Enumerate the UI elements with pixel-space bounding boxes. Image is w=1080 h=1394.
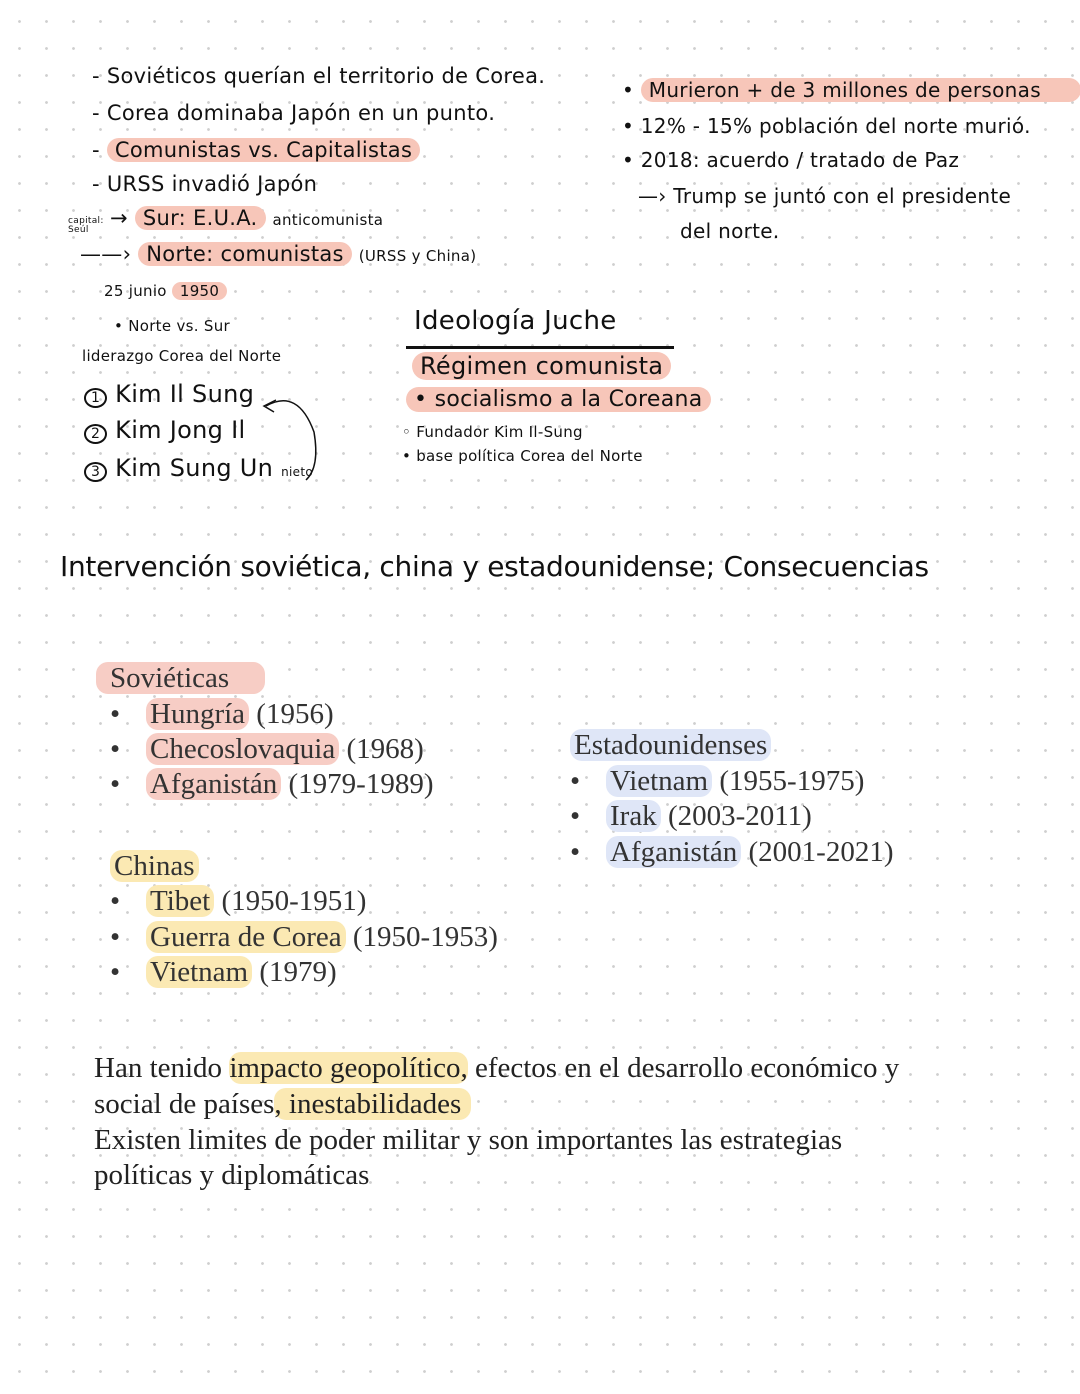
note-line: - URSS invadió Japón — [92, 172, 318, 196]
bullet: • — [570, 800, 581, 832]
bullet: • — [110, 885, 121, 917]
item-years: (1955-1975) — [719, 765, 865, 797]
sur-note: anticomunista — [272, 211, 384, 229]
sovieticas-title — [96, 662, 265, 695]
highlighted-text: Murieron + de 3 millones de personas — [641, 78, 1080, 102]
title-text: Estadounidenses — [570, 729, 771, 761]
item-name: Checoslovaquia — [146, 733, 339, 765]
note-text: Trump se juntó con el presidente — [673, 184, 1012, 208]
bullet: • — [110, 768, 121, 800]
item-name: Afganistán — [606, 836, 741, 868]
norte-vs-sur: • Norte vs. Sur — [114, 317, 230, 335]
note-line: - Corea dominaba Japón en un punto. — [92, 101, 496, 125]
estadounidenses-title — [570, 729, 771, 762]
item-years: (1979) — [259, 956, 337, 988]
item-name: Afganistán — [146, 768, 281, 800]
item-name: Irak — [606, 800, 661, 832]
juche-point: ◦ Fundador Kim Il-Sung — [402, 423, 583, 441]
note-line: - Soviéticos querían el territorio de Corea. — [92, 64, 546, 88]
point-text: Fundador Kim Il-Sung — [416, 423, 583, 441]
norte-line: ——› Norte: comunistas (URSS y China) — [80, 242, 477, 266]
item-name: Hungría — [146, 698, 249, 730]
item-years: (1950-1951) — [221, 885, 367, 917]
leader-item — [84, 380, 254, 408]
curved-arrow-icon — [258, 392, 328, 487]
list-item — [570, 765, 864, 798]
highlighted-text: impacto geopolítico, — [229, 1052, 468, 1084]
title-text: Soviéticas — [96, 662, 265, 694]
number-circle-icon: 3 — [84, 462, 107, 482]
leadership-title: liderazgo Corea del Norte — [82, 347, 282, 365]
regime-text: Régimen comunista — [412, 352, 671, 380]
juche-socialism — [406, 387, 711, 412]
leader-name: Kim Il Sung — [115, 380, 255, 408]
note-line: del norte. — [680, 219, 780, 243]
item-years: (1950-1953) — [352, 921, 498, 953]
sur-label: Sur: E.U.A. — [135, 206, 266, 230]
note-line: • 2018: acuerdo / tratado de Paz — [622, 148, 960, 172]
note-line: • 12% - 15% población del norte murió. — [622, 114, 1031, 138]
text: efectos en el desarrollo económico y — [467, 1052, 900, 1084]
item-name: Vietnam — [146, 956, 252, 988]
socialism-text: • socialismo a la Coreana — [406, 387, 711, 412]
chinas-title — [110, 850, 199, 883]
highlighted-text: , inestabilidades — [274, 1088, 471, 1120]
conclusion-line — [94, 1052, 899, 1085]
item-years: (1968) — [346, 733, 424, 765]
bullet: • — [570, 836, 581, 868]
item-name: Tibet — [146, 885, 214, 917]
list-item — [570, 800, 812, 833]
conclusion-line — [94, 1088, 471, 1121]
divider — [406, 346, 674, 349]
list-item — [110, 698, 334, 731]
juche-point: • base política Corea del Norte — [402, 447, 643, 465]
item-name: Vietnam — [606, 765, 712, 797]
bullet: • — [110, 733, 121, 765]
text: Han tenido — [94, 1052, 230, 1084]
leader-item — [84, 416, 245, 444]
capital-note: capital: Seúl — [68, 216, 104, 235]
list-item — [110, 921, 498, 954]
list-item — [110, 768, 433, 801]
list-item — [570, 836, 893, 869]
juche-regime — [412, 352, 671, 380]
conclusion-line: políticas y diplomáticas — [94, 1159, 370, 1191]
bullet: • — [110, 921, 121, 953]
note-text: 12% - 15% población del norte murió. — [640, 114, 1031, 138]
number-circle-icon: 2 — [84, 424, 107, 444]
list-item — [110, 885, 366, 918]
sur-line: → Sur: E.U.A. anticomunista — [110, 206, 384, 230]
leader-name: Kim Sung Un — [115, 454, 274, 482]
item-years: (2001-2021) — [748, 836, 894, 868]
list-item — [110, 956, 337, 989]
norte-label: Norte: comunistas — [138, 242, 351, 266]
date-day: 25 junio — [104, 282, 167, 300]
title-text: Chinas — [110, 850, 199, 882]
nieto-note: nieto — [281, 465, 313, 479]
point-text: base política Corea del Norte — [416, 447, 643, 465]
bullet: • — [110, 956, 121, 988]
note-line: - Comunistas vs. Capitalistas — [92, 138, 420, 162]
bullet: • — [110, 698, 121, 730]
item-years: (1979-1989) — [288, 768, 434, 800]
number-circle-icon: 1 — [84, 388, 107, 408]
juche-title: Ideología Juche — [414, 306, 617, 336]
date — [104, 282, 227, 300]
item-name: Guerra de Corea — [146, 921, 346, 953]
leader-name: Kim Jong Il — [115, 416, 246, 444]
list-item — [110, 733, 424, 766]
item-years: (1956) — [256, 698, 334, 730]
note-text: 2018: acuerdo / tratado de Paz — [640, 148, 960, 172]
date-year: 1950 — [172, 282, 227, 300]
section-title: Intervención soviética, china y estadounidense; Consecuencias — [60, 550, 929, 583]
highlighted-text: Comunistas vs. Capitalistas — [107, 138, 420, 162]
item-years: (2003-2011) — [667, 800, 812, 832]
bullet: • — [570, 765, 581, 797]
note-line: • Murieron + de 3 millones de personas — [622, 78, 1080, 102]
norte-note: (URSS y China) — [358, 247, 477, 265]
note-line: —› Trump se juntó con el presidente — [638, 184, 1012, 208]
text: social de países — [94, 1088, 275, 1120]
conclusion-line: Existen limites de poder militar y son importantes las estrategias — [94, 1124, 843, 1156]
